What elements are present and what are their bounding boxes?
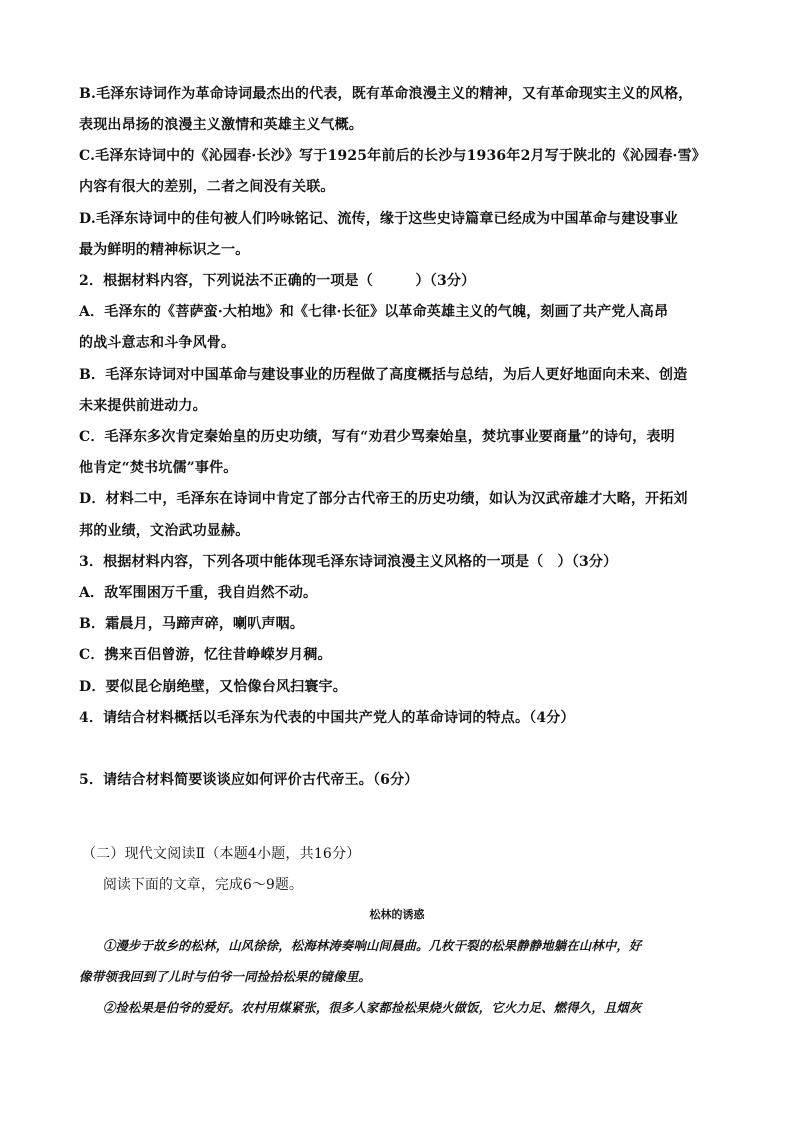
q4-stem: 4．请结合材料概括以毛泽东为代表的中国共产党人的革命诗词的特点。（4分）	[79, 710, 575, 726]
q2-stem: 2．根据材料内容，下列说法不正确的一项是（ ）（3分）	[79, 273, 476, 289]
q1-option-b-line2: 表现出昂扬的浪漫主义激情和英雄主义气概。	[79, 117, 363, 133]
q2-option-a-line2: 的战斗意志和斗争风骨。	[79, 335, 236, 351]
q2-option-b-line2: 未来提供前进动力。	[79, 398, 207, 414]
q5-stem: 5．请结合材料简要谈谈应如何评价古代帝王。（6分）	[79, 772, 419, 788]
essay-paragraph-1-line2: 像带领我回到了儿时与伯爷一同捡拾松果的镜像里。	[79, 969, 372, 984]
q3-option-b: B．霜晨月，马蹄声碎，喇叭声咽。	[79, 616, 305, 632]
essay-paragraph-2-line1: ②捡松果是伯爷的爱好。农村用煤紧张，很多人家都捡松果烧火做饭，它火力足、燃得久，且烟灰	[103, 1000, 642, 1015]
q3-stem: 3．根据材料内容，下列各项中能体现毛泽东诗词浪漫主义风格的一项是（ ）（3分）	[79, 554, 618, 570]
q1-option-d-line1: D.毛泽东诗词中的佳句被人们吟咏铭记、流传，缘于这些史诗篇章已经成为中国革命与建设事业	[79, 211, 679, 227]
q2-option-c-line1: C．毛泽东多次肯定秦始皇的历史功绩，写有“劝君少骂秦始皇，焚坑事业要商量”的诗句，表明	[79, 429, 675, 445]
q2-option-d-line1: D．材料二中，毛泽东在诗词中肯定了部分古代帝王的历史功绩，如认为汉武帝雄才大略，开拓刘	[79, 491, 688, 507]
q1-option-d-line2: 最为鲜明的精神标识之一。	[79, 242, 250, 258]
reading-instruction: 阅读下面的文章，完成6～9题。	[103, 877, 303, 893]
essay-paragraph-1-line1: ①漫步于故乡的松林，山风徐徐，松海林涛奏响山间晨曲。几枚干裂的松果静静地躺在山林中，好	[103, 938, 642, 953]
q1-option-c-line2: 内容有很大的差别，二者之间没有关联。	[79, 179, 335, 195]
q1-option-c-line1: C.毛泽东诗词中的《沁园春·长沙》写于1925年前后的长沙与1936年2月写于陕北的《沁园春·雪》	[79, 148, 706, 164]
q2-option-d-line2: 邦的业绩，文治武功显赫。	[79, 523, 250, 539]
q3-option-a: A．敌军围困万千重，我自岿然不动。	[79, 585, 318, 601]
essay-title: 松林的诱惑	[369, 908, 425, 921]
q3-option-d: D．要似昆仑崩绝壁，又恰像台风扫寰宇。	[79, 679, 347, 695]
q2-option-a-line1: A．毛泽东的《菩萨蛮·大柏地》和《七律·长征》以革命英雄主义的气魄，刻画了共产党人高昂	[79, 304, 669, 320]
q2-option-b-line1: B．毛泽东诗词对中国革命与建设事业的历程做了高度概括与总结，为后人更好地面向未来、创造	[79, 367, 688, 383]
q1-option-b-line1: B.毛泽东诗词作为革命诗词最杰出的代表，既有革命浪漫主义的精神，又有革命现实主义的风格，	[79, 86, 693, 102]
q3-option-c: C．携来百侣曾游，忆往昔峥嵘岁月稠。	[79, 647, 332, 663]
q2-option-c-line2: 他肯定“焚书坑儒”事件。	[79, 460, 238, 476]
section-heading: （二）现代文阅读Ⅱ（本题4小题，共16分）	[82, 846, 361, 862]
